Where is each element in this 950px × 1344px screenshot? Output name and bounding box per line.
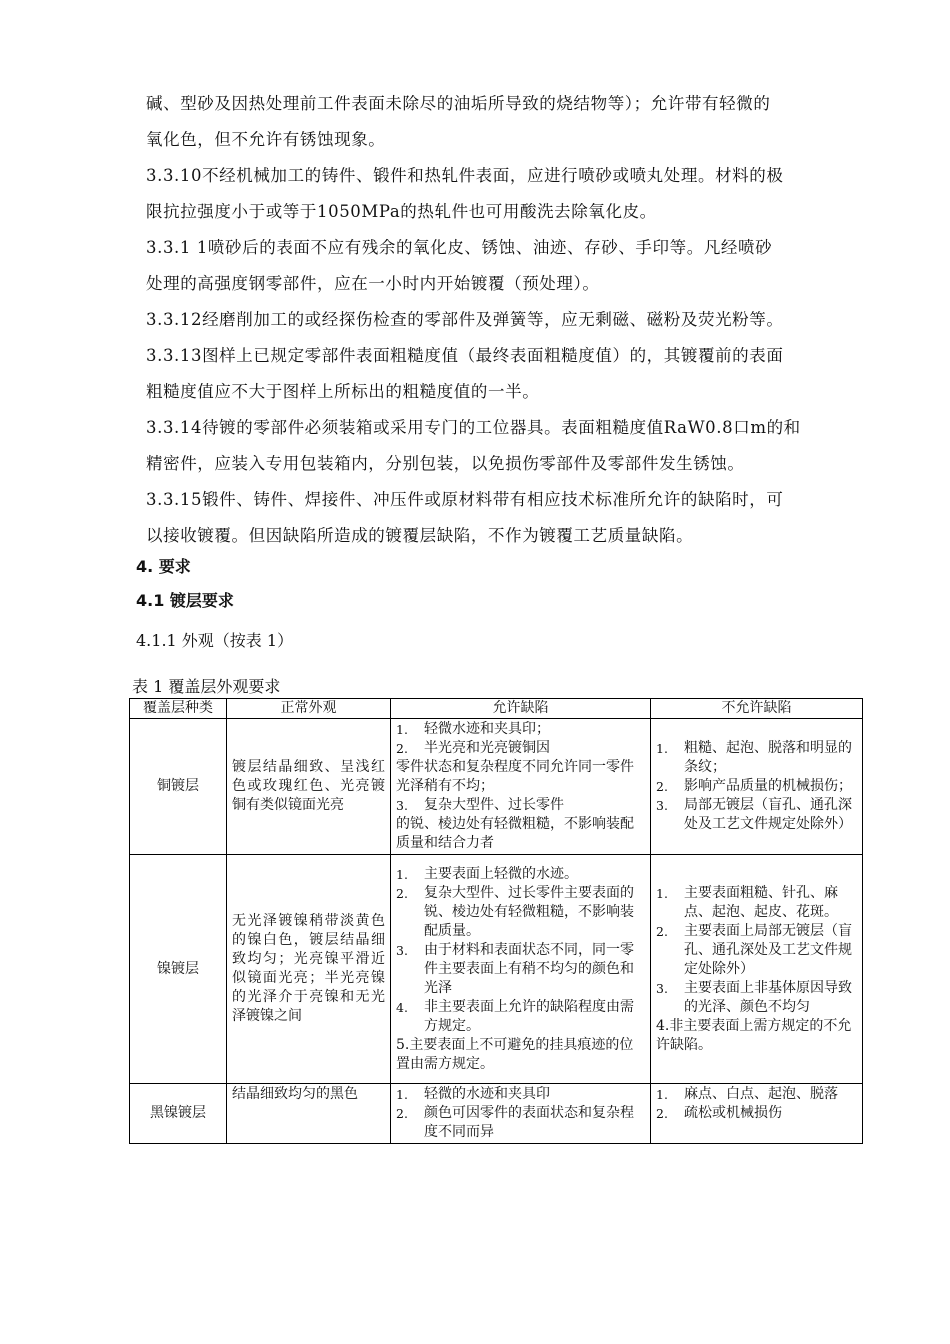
header-normal-appearance: 正常外观: [227, 699, 391, 719]
list-text: 主要表面上局部无镀层（盲孔、通孔深处及工艺文件规定处除外）: [684, 922, 852, 977]
list-text: 的锐、棱边处有轻微粗糙，不影响装配质量和结合力者: [396, 816, 634, 851]
appearance-requirements-table: [129, 698, 863, 1144]
defect-list-item: [396, 998, 645, 1036]
defect-list: [396, 1085, 645, 1142]
body-paragraph-line: 碱、型砂及因热处理前工件表面未除尽的油垢所导致的烧结物等）；允许带有轻微的: [146, 94, 771, 113]
disallowed-defects-cell: [651, 719, 863, 855]
coating-type-cell: 镍镀层: [130, 855, 227, 1084]
list-number: 3.: [656, 798, 668, 813]
list-number: 3.: [396, 798, 408, 813]
list-text: 颜色可因零件的表面状态和复杂程度不同而异: [424, 1105, 634, 1140]
defect-list-item: [656, 884, 857, 922]
list-text: 轻微的水迹和夹具印: [424, 1086, 550, 1102]
allowed-defects-cell: [391, 1084, 651, 1144]
clause-3-3-12: 3.3.12经磨削加工的或经探伤检查的零部件及弹簧等，应无剩磁、磁粉及荧光粉等。: [146, 310, 784, 329]
body-paragraph-line: 处理的高强度钢零部件，应在一小时内开始镀覆（预处理）。: [146, 274, 600, 293]
list-text: 复杂大型件、过长零件主要表面的锐、棱边处有轻微粗糙，不影响装配质量。: [424, 884, 634, 939]
defect-list: [396, 720, 645, 853]
list-text: 由于材料和表面状态不同，同一零件主要表面上有稍不均匀的颜色和光泽: [424, 941, 634, 996]
list-number: 2.: [656, 779, 668, 794]
list-number: 1.: [396, 1087, 408, 1102]
body-paragraph-line: 限抗拉强度小于或等于1050MPa的热轧件也可用酸洗去除氧化皮。: [146, 202, 657, 221]
defect-list-item: [396, 884, 645, 941]
section-heading-4: 4. 要求: [136, 557, 191, 576]
defect-list-item: [396, 739, 645, 758]
body-paragraph-line: 氧化色，但不允许有锈蚀现象。: [146, 130, 386, 149]
defect-list: [656, 884, 857, 1055]
defect-list-item: [656, 922, 857, 979]
coating-type-cell: 铜镀层: [130, 719, 227, 855]
disallowed-defects-cell: [651, 855, 863, 1084]
defect-list-item: [656, 739, 857, 777]
allowed-defects-cell: [391, 719, 651, 855]
table-row: [130, 1084, 863, 1144]
defect-list-item: [396, 796, 645, 815]
list-number: 2.: [396, 1106, 408, 1121]
list-text: 粗糙、起泡、脱落和明显的条纹；: [684, 740, 852, 775]
body-paragraph-line: 粗糙度值应不大于图样上所标出的粗糙度值的一半。: [146, 382, 540, 401]
defect-list-item: [396, 1036, 645, 1074]
defect-list-item: [396, 758, 645, 796]
table-caption: 表 1 覆盖层外观要求: [132, 677, 281, 696]
list-text: 复杂大型件、过长零件: [424, 797, 564, 813]
list-text: 非主要表面上允许的缺陷程度由需方规定。: [424, 998, 634, 1034]
defect-list-item: [656, 1085, 857, 1104]
defect-list-item: [396, 865, 645, 884]
subsection-4-1-1: 4.1.1 外观（按表 1）: [136, 631, 294, 650]
list-text: 局部无镀层（盲孔、通孔深处及工艺文件规定处除外）: [684, 797, 852, 832]
normal-appearance-cell: 无光泽镀镍稍带淡黄色的镍白色，镀层结晶细致均匀；光亮镍平滑近似镜面光亮；半光亮镍的光泽介于亮镍和无光泽镀镍之间: [227, 855, 391, 1084]
clause-3-3-11: 3.3.1 1喷砂后的表面不应有残余的氧化皮、锈蚀、油迹、存砂、手印等。凡经喷砂: [146, 238, 773, 257]
coating-type-cell: 黑镍镀层: [130, 1084, 227, 1144]
defect-list: [396, 865, 645, 1074]
clause-3-3-15: 3.3.15锻件、铸件、焊接件、冲压件或原材料带有相应技术标准所允许的缺陷时，可: [146, 490, 784, 509]
defect-list-item: [656, 1017, 857, 1055]
list-number: 1.: [656, 885, 668, 901]
body-paragraph-line: 以接收镀覆。但因缺陷所造成的镀覆层缺陷，不作为镀覆工艺质量缺陷。: [146, 526, 694, 545]
table-row: [130, 719, 863, 855]
allowed-defects-cell: [391, 855, 651, 1084]
normal-appearance-cell: 结晶细致均匀的黑色: [227, 1084, 391, 1144]
section-heading-4-1: 4.1 镀层要求: [136, 591, 234, 610]
header-coating-type: 覆盖层种类: [130, 699, 227, 719]
list-number: 1.: [656, 741, 668, 756]
list-number: 1.: [396, 866, 408, 882]
table-header-row: [130, 699, 863, 719]
table-row: [130, 855, 863, 1084]
list-text: 轻微水迹和夹具印；: [424, 721, 550, 737]
defect-list-item: [396, 941, 645, 998]
defect-list-item: [656, 1104, 857, 1123]
list-number: 4.: [396, 999, 408, 1015]
defect-list-item: [396, 1085, 645, 1104]
list-text: 4.非主要表面上需方规定的不允许缺陷。: [656, 1017, 852, 1053]
list-number: 1.: [396, 722, 408, 737]
normal-appearance-cell: 镀层结晶细致、呈浅红色或玫瑰红色、光亮镀铜有类似镜面光亮: [227, 719, 391, 855]
clause-3-3-13: 3.3.13图样上已规定零部件表面粗糙度值（最终表面粗糙度值）的，其镀覆前的表面: [146, 346, 784, 365]
disallowed-defects-cell: [651, 1084, 863, 1144]
list-text: 主要表面上轻微的水迹。: [424, 865, 578, 882]
list-text: 麻点、白点、起泡、脱落: [684, 1086, 838, 1102]
defect-list-item: [656, 777, 857, 796]
list-number: 2.: [396, 741, 408, 756]
list-number: 2.: [656, 1106, 668, 1121]
defect-list-item: [656, 979, 857, 1017]
list-number: 2.: [656, 923, 668, 939]
list-text: 主要表面粗糙、针孔、麻点、起泡、起皮、花斑。: [684, 884, 838, 920]
list-number: 2.: [396, 885, 408, 901]
list-text: 影响产品质量的机械损伤；: [684, 778, 852, 794]
list-number: 3.: [656, 980, 668, 996]
list-text: 5.主要表面上不可避免的挂具痕迹的位置由需方规定。: [396, 1036, 634, 1072]
defect-list-item: [396, 720, 645, 739]
header-disallowed-defects: 不允许缺陷: [651, 699, 863, 719]
list-text: 疏松或机械损伤: [684, 1105, 782, 1121]
defect-list-item: [396, 815, 645, 853]
defect-list-item: [396, 1104, 645, 1142]
header-allowed-defects: 允许缺陷: [391, 699, 651, 719]
list-number: 3.: [396, 942, 408, 958]
body-paragraph-line: 精密件，应装入专用包装箱内，分别包装，以免损伤零部件及零部件发生锈蚀。: [146, 454, 745, 473]
clause-3-3-14: 3.3.14待镀的零部件必须装箱或采用专门的工位器具。表面粗糙度值RaW0.8口m的和: [146, 418, 801, 437]
list-text: 主要表面上非基体原因导致的光泽、颜色不均匀: [684, 979, 852, 1015]
list-number: 1.: [656, 1087, 668, 1102]
defect-list: [656, 1085, 857, 1123]
defect-list: [656, 739, 857, 834]
list-text: 零件状态和复杂程度不同允许同一零件光泽稍有不均；: [396, 759, 634, 794]
list-text: 半光亮和光亮镀铜因: [424, 740, 550, 756]
clause-3-3-10: 3.3.10不经机械加工的铸件、锻件和热轧件表面，应进行喷砂或喷丸处理。材料的极: [146, 166, 784, 185]
defect-list-item: [656, 796, 857, 834]
